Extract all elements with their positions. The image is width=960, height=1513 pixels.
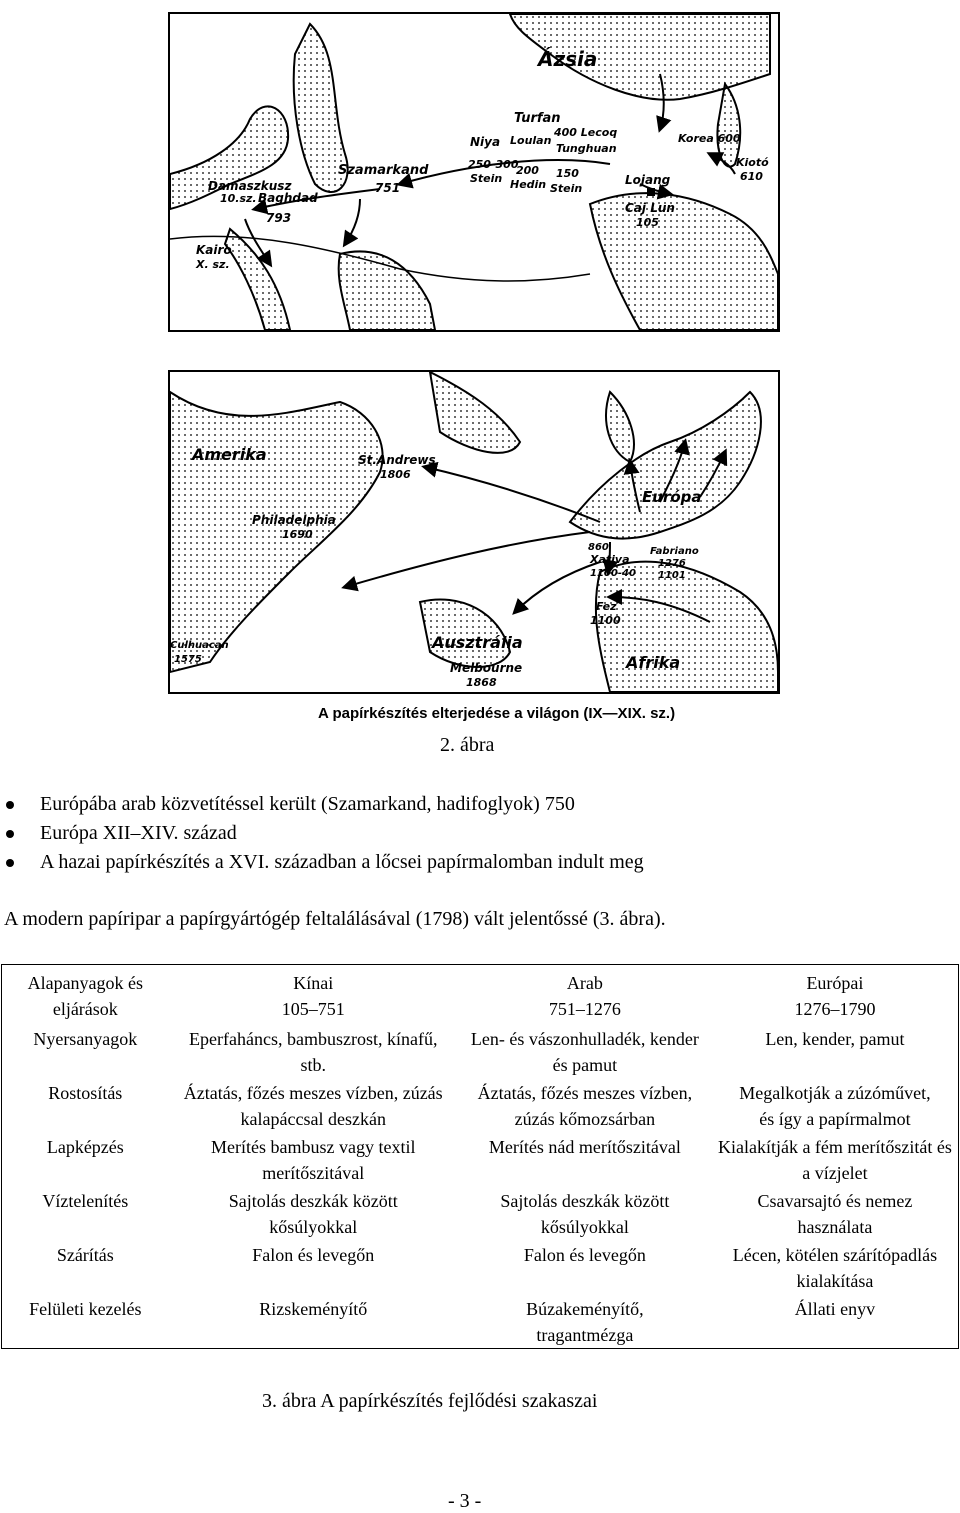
table-row — [2, 1078, 959, 1132]
table-cell: Len, kender, pamut — [765, 1029, 905, 1049]
header-name: Európai — [806, 973, 864, 993]
map-label: 1806 — [380, 468, 411, 481]
process-table — [1, 964, 959, 1349]
cell-text: Sajtolás deszkák között kősúlyokkal — [500, 1191, 670, 1237]
map-label: Lojang — [625, 173, 671, 187]
paragraph: A modern papíripar a papírgyártógép feltalálásával (1798) vált jelentőssé (3. ábra). — [4, 908, 666, 930]
table-cell: Víztelenítés — [42, 1191, 129, 1211]
map-label: 105 — [636, 216, 659, 229]
cell-text: Len- és vászonhulladék, kender és pamut — [470, 1029, 699, 1075]
figure-3-caption: 3. ábra A papírkészítés fejlődési szakaszai — [262, 1390, 598, 1412]
map-label: 860 — [588, 542, 609, 553]
table-row — [2, 1240, 959, 1294]
map-label: 1100 — [590, 614, 621, 627]
map-label-asia: Ázsia — [538, 47, 598, 71]
header-name: Alapanyagok és eljárások — [27, 973, 144, 1019]
map-label: Hedin — [510, 178, 547, 191]
map-label: Fabriano — [650, 546, 699, 557]
map-label: Caj Lun — [625, 201, 675, 215]
table-cell — [169, 1186, 458, 1240]
bullet-list — [0, 790, 644, 877]
table-row — [2, 1132, 959, 1186]
table-header-row — [2, 965, 959, 1025]
map-label: Korea 600 — [678, 132, 741, 145]
cell-text: Áztatás, főzés meszes vízben, zúzás kalapáccsal deszkán — [183, 1083, 443, 1129]
cell-text: Áztatás, főzés meszes vízben, zúzás kőmozsárban — [477, 1083, 693, 1129]
table-cell: Szárítás — [56, 1245, 114, 1265]
table-cell: Felületi kezelés — [29, 1299, 142, 1319]
bullet-item: Európa XII–XIV. század — [0, 819, 644, 848]
map-label: St.Andrews — [358, 453, 436, 467]
header-cell — [712, 965, 959, 1025]
bullet-item: A hazai papírkészítés a XVI. században a lőcsei papírmalomban indult meg — [0, 848, 644, 877]
header-cell — [458, 965, 712, 1025]
map-label: 1690 — [282, 528, 313, 541]
table-row — [2, 1024, 959, 1078]
map-label: Niya — [470, 135, 501, 149]
header-name: Arab — [566, 973, 603, 993]
map-label: 400 Lecoq — [554, 126, 618, 139]
header-period: 105–751 — [281, 999, 345, 1019]
map-label: Xativa — [590, 553, 630, 566]
table-cell — [712, 1240, 959, 1294]
table-cell — [458, 1186, 712, 1240]
map-label: 1868 — [466, 676, 497, 689]
cell-text: Búzakeményítő, tragantmézga — [526, 1299, 644, 1345]
cell-text: Megalkotják a zúzóművet, és így a papírmalmot — [739, 1083, 931, 1129]
map-label: Stein — [470, 172, 503, 185]
map-label: Baghdad — [258, 191, 318, 205]
map-label: Tunghuan — [556, 142, 617, 155]
cell-text: Merítés bambusz vagy textil merítőszitával — [211, 1137, 416, 1183]
header-cell — [2, 965, 169, 1025]
header-period: 1276–1790 — [794, 999, 876, 1019]
map-label: Philadelphia — [252, 513, 336, 527]
table-cell — [458, 1294, 712, 1349]
table-row — [2, 1294, 959, 1349]
map-label: Melbourne — [450, 661, 523, 675]
map-label: Szamarkand — [338, 163, 429, 178]
header-cell — [169, 965, 458, 1025]
table-cell: Merítés nád merítőszitával — [488, 1137, 681, 1157]
map-label: 751 — [375, 181, 401, 195]
table-cell — [458, 1078, 712, 1132]
table-cell — [712, 1186, 959, 1240]
map-label: 1276 — [658, 558, 686, 569]
map-label: Kiotó — [736, 156, 769, 169]
table-cell: Falon és levegőn — [252, 1245, 375, 1265]
table-row — [2, 1186, 959, 1240]
map-label: Stein — [550, 182, 583, 195]
map-label: 250-300 — [468, 158, 519, 171]
table-cell: Rizskeményítő — [259, 1299, 368, 1319]
map-label: Turfan — [514, 111, 561, 126]
table-cell — [169, 1024, 458, 1078]
map-label: X. sz. — [196, 258, 230, 271]
table-cell — [169, 1132, 458, 1186]
table-cell — [169, 1078, 458, 1132]
table-cell: Rostosítás — [48, 1083, 123, 1103]
world-map-drawing — [170, 372, 778, 692]
world-map — [168, 370, 780, 694]
cell-text: Sajtolás deszkák között kősúlyokkal — [228, 1191, 398, 1237]
map-label: 793 — [266, 211, 292, 225]
map-caption: A papírkészítés elterjedése a világon (IX—XIX. sz.) — [318, 705, 676, 722]
map-label: 1575 — [174, 654, 202, 665]
map-label: 1101 — [658, 570, 686, 581]
map-label: Culhuacan — [170, 640, 229, 651]
map-label: Kairo — [196, 243, 232, 257]
table-cell: Falon és levegőn — [523, 1245, 646, 1265]
header-period: 751–1276 — [548, 999, 621, 1019]
map-label: 1100-40 — [590, 568, 636, 579]
cell-text: Csavarsajtó és nemez használata — [757, 1191, 913, 1237]
map-label: Damaszkusz — [208, 179, 292, 193]
asia-map — [168, 12, 780, 332]
map-label: 200 — [516, 164, 539, 177]
map-label: 10.sz. — [220, 192, 257, 205]
cell-text: Eperfaháncs, bambuszrost, kínafű, stb. — [189, 1029, 438, 1075]
table-cell: Lapképzés — [46, 1137, 124, 1157]
cell-text: Lécen, kötélen szárítópadlás kialakítása — [732, 1245, 938, 1291]
map-label: Fez — [596, 600, 617, 613]
table-cell: Nyersanyagok — [33, 1029, 138, 1049]
bullet-item: Európába arab közvetítéssel került (Szamarkand, hadifoglyok) 750 — [0, 790, 644, 819]
map-label-europe: Európa — [642, 488, 702, 506]
map-label-africa: Afrika — [626, 653, 681, 672]
map-label-america: Amerika — [192, 445, 267, 464]
map-label: Loulan — [510, 134, 552, 147]
map-label: 610 — [740, 170, 763, 183]
cell-text: Kialakítják a fém merítőszitát és a vízjelet — [717, 1137, 952, 1183]
figure-2-label: 2. ábra — [440, 734, 495, 756]
table-cell — [458, 1024, 712, 1078]
asia-map-drawing — [170, 14, 778, 330]
page-number: - 3 - — [448, 1490, 482, 1512]
table-cell — [712, 1078, 959, 1132]
map-label: 150 — [556, 167, 579, 180]
table-cell — [712, 1132, 959, 1186]
table-cell: Állati enyv — [794, 1299, 876, 1319]
map-label-australia: Ausztrália — [432, 633, 523, 652]
header-name: Kínai — [293, 973, 334, 993]
